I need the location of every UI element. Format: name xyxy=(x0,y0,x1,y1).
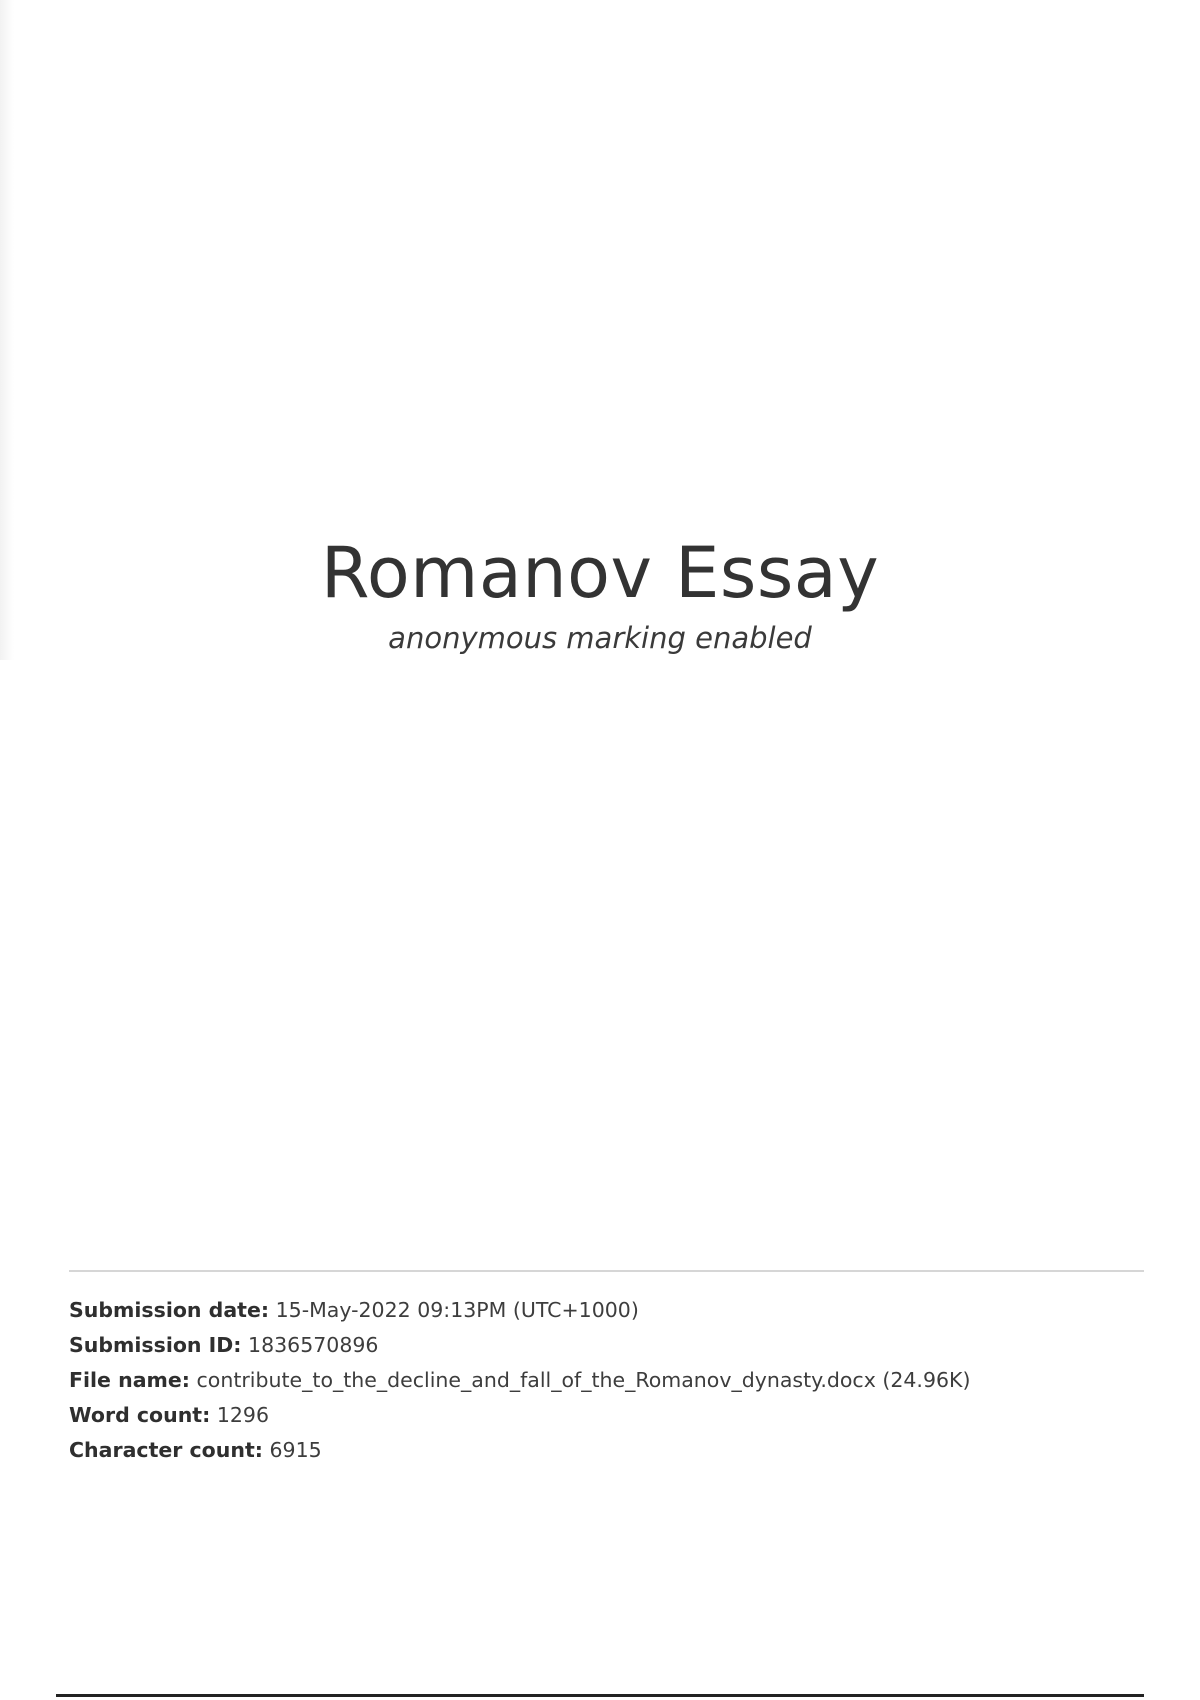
submission-date-row xyxy=(69,1293,1144,1328)
title-block xyxy=(0,528,1200,658)
document-title: Romanov Essay xyxy=(320,532,880,614)
metadata-divider xyxy=(69,1270,1144,1272)
submission-id-value: 1836570896 xyxy=(248,1333,379,1357)
submission-date-label: Submission date: xyxy=(69,1298,270,1322)
word-count-value: 1296 xyxy=(216,1403,270,1427)
submission-id-row xyxy=(69,1328,1144,1363)
file-name-value: contribute_to_the_decline_and_fall_of_the_Romanov_dynasty.docx (24.96K) xyxy=(196,1368,971,1392)
word-count-row xyxy=(69,1398,1144,1433)
file-name-label: File name: xyxy=(69,1368,190,1392)
page-bottom-rule xyxy=(56,1694,1144,1697)
character-count-value: 6915 xyxy=(269,1438,322,1462)
submission-date-value: 15-May-2022 09:13PM (UTC+1000) xyxy=(275,1298,639,1322)
character-count-label: Character count: xyxy=(69,1438,263,1462)
submission-metadata xyxy=(69,1293,1144,1468)
word-count-label: Word count: xyxy=(69,1403,211,1427)
character-count-row xyxy=(69,1433,1144,1468)
file-name-row xyxy=(69,1363,1144,1398)
document-subtitle: anonymous marking enabled xyxy=(388,621,812,655)
submission-id-label: Submission ID: xyxy=(69,1333,242,1357)
